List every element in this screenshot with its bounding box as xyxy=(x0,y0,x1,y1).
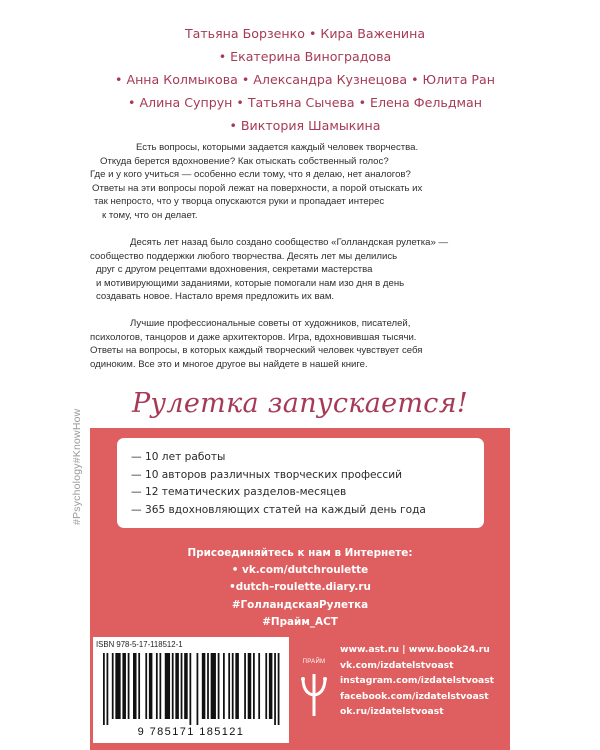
text-line: Десять лет назад было создано сообщество «Голландская рулетка» — xyxy=(130,237,449,248)
text-line: и мотивирующими заданиями, которые помогали нам изо дня в день xyxy=(96,277,405,289)
link-websites[interactable]: www.ast.ru | www.book24.ru xyxy=(340,644,490,655)
category-hashtags: #Psychology#KnowHow xyxy=(71,408,83,525)
link-ok[interactable]: ok.ru/izdatelstvoast xyxy=(340,706,444,718)
description-paragraph-1 xyxy=(90,141,490,223)
barcode-digits: 9 785171 185121 xyxy=(137,726,245,738)
barcode-bar xyxy=(107,653,109,725)
stat-item: — 10 лет работы xyxy=(131,451,226,463)
barcode-bar xyxy=(149,653,153,719)
text-line: создавать новое. Настало время предложить их вам. xyxy=(96,291,335,303)
online-link-diary[interactable]: •dutch–roulette.diary.ru xyxy=(229,581,371,594)
author-line: • Анна Колмыкова • Александра Кузнецова • Юлита Ран xyxy=(115,72,495,87)
barcode-bar xyxy=(228,653,230,719)
barcode-bar xyxy=(138,653,140,719)
barcode-bar xyxy=(172,653,174,719)
barcode-bar xyxy=(232,653,234,719)
author-line: • Алина Супрун • Татьяна Сычева • Елена Фельдман xyxy=(128,95,482,110)
online-section xyxy=(120,545,480,631)
description-paragraph-2 xyxy=(90,236,490,304)
barcode-bar xyxy=(244,653,246,719)
barcode-bar xyxy=(175,653,179,719)
stat-item: — 10 авторов различных творческих профессий xyxy=(131,468,402,481)
barcode-bar xyxy=(197,653,199,725)
online-link-vk[interactable]: • vk.com/dutchroulette xyxy=(231,564,369,577)
text-line: Лучшие профессиональные советы от художников, писателей, xyxy=(130,318,411,329)
text-line: Ответы на эти вопросы порой лежат на поверхности, а порой отыскать их xyxy=(92,182,423,194)
barcode-bar xyxy=(235,653,239,719)
hashtag: #Прайм_АСТ xyxy=(262,615,338,628)
text-line: Где и у кого учиться — особенно если тому, что я делаю, нет аналогов? xyxy=(90,169,411,181)
text-line: Откуда берется вдохновение? Как отыскать собственный голос? xyxy=(100,155,389,167)
barcode-bar xyxy=(253,653,255,719)
barcode-bar xyxy=(181,653,183,719)
barcode-bar xyxy=(133,653,137,719)
barcode-bar xyxy=(165,653,170,719)
text-line: психологов, танцоров и даже архитекторов. Игра, вдохновившая тысячи. xyxy=(90,331,417,343)
link-instagram[interactable]: instagram.com/izdatelstvoast xyxy=(340,675,495,687)
text-line: к тому, что он делает. xyxy=(102,209,198,221)
barcode-bar xyxy=(278,653,280,725)
stat-item: — 12 тематических разделов-месяцев xyxy=(131,486,347,498)
online-heading: Присоединяйтесь к нам в Интернете: xyxy=(187,547,413,559)
stats-box xyxy=(117,438,484,528)
isbn-label: ISBN 978-5-17-118512-1 xyxy=(96,640,183,649)
text-line: одиноким. Все это и многое другое вы найдете в нашей книге. xyxy=(90,358,368,370)
hashtag: #ГолландскаяРулетка xyxy=(231,598,369,611)
publisher-logo-icon xyxy=(298,660,330,718)
text-line: так непросто, что у творца опускаются руки и пропадает интерес xyxy=(94,196,385,208)
text-line: сообщество поддержки любого творчества. Десять лет мы делились xyxy=(90,250,398,262)
barcode-bar xyxy=(202,653,206,719)
author-list xyxy=(70,22,540,137)
barcode-bar xyxy=(269,653,273,719)
barcode-bar xyxy=(112,653,114,719)
barcode-bar xyxy=(223,653,225,719)
barcode-bar xyxy=(248,653,252,719)
slogan: Рулетка запускается! xyxy=(131,388,469,419)
barcode-bar xyxy=(265,653,267,719)
barcode-bar xyxy=(189,653,191,725)
link-facebook[interactable]: facebook.com/izdatelstvoast xyxy=(340,690,489,702)
description-paragraph-3 xyxy=(90,317,490,371)
barcode-bar xyxy=(115,653,120,719)
barcode-bar xyxy=(128,653,130,719)
text-line: друг с другом рецептами вдохновения, секретами мастерства xyxy=(96,264,373,276)
barcode-bar xyxy=(207,653,209,719)
barcode-bar xyxy=(211,653,216,719)
barcode xyxy=(93,637,289,743)
barcode-bar xyxy=(274,653,276,725)
barcode-bar xyxy=(184,653,188,719)
author-line: • Екатерина Виноградова xyxy=(218,49,392,64)
publisher-logo-text: ПРАЙМ xyxy=(302,659,326,665)
author-line: • Виктория Шамыкина xyxy=(229,118,381,133)
barcode-bar xyxy=(258,653,260,719)
stat-item: — 365 вдохновляющих статей на каждый день года xyxy=(131,503,426,516)
barcode-bar xyxy=(218,653,220,719)
link-vk[interactable]: vk.com/izdatelstvoast xyxy=(340,659,454,671)
barcode-bar xyxy=(122,653,126,719)
barcode-bar xyxy=(159,653,161,719)
barcode-bar xyxy=(103,653,105,725)
publisher-links xyxy=(340,642,510,720)
barcode-bar xyxy=(156,653,158,719)
author-line: Татьяна Борзенко • Кира Важенина xyxy=(184,26,426,41)
text-line: Ответы на вопросы, в которых каждый творческий человек чувствует себя xyxy=(90,345,423,357)
barcode-bars xyxy=(103,653,283,725)
barcode-bar xyxy=(145,653,147,719)
text-line: Есть вопросы, которыми задается каждый человек творчества. xyxy=(136,142,419,153)
